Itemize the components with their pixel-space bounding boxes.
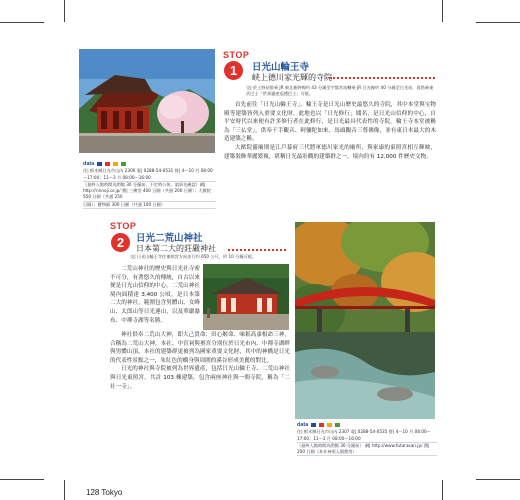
crop-mark <box>442 480 443 500</box>
stop-subtitle: 日本第二大的莊嚴神社 <box>136 244 216 253</box>
stop-title: 日光山輪王寺 <box>252 62 310 73</box>
stop-title: 日光二荒山神社 <box>136 233 203 244</box>
paragraph: 首先前往「日光山輪王寺」，輪王寺是日光山歷史最悠久的寺院，其中本堂與宝物殿等建築皆列入重要文化財。此地也以「日光修行」聞名，是日光山信仰的中心，自平安時代以來便有許多修行者在此修行，是日光最具代表性的寺院。輪王寺本堂被稱為「三仏堂」，供奉千手觀音、阿彌陀如來、馬頭觀音三尊佛像，並有東日本最大的木造建築之稱。 <box>224 102 436 143</box>
data-box <box>83 161 216 209</box>
color-square <box>113 162 118 166</box>
data-heading: data <box>297 422 309 428</box>
data-box <box>297 422 437 456</box>
stop-label: STOP <box>110 221 137 231</box>
paragraph: 日光的神社與寺院被列為世界遺產，包括日光山輪王寺、二荒山神社與日光東照宮，共計 103 棟建築，包含兩座神社與一間寺院，稱為「二社一寺」。 <box>110 366 290 390</box>
crop-mark <box>64 480 65 500</box>
paragraph: 大猷院靈廟則是江戶幕府三代將軍德川家光的廟所，與家康的東照宮相互輝映，建築裝飾華麗繁複，堪稱日光最壯觀的建築群之一，境內約有 12,000 件歷史文物。 <box>224 144 436 160</box>
page-number: 128 Tokyo <box>86 488 123 497</box>
data-heading: data <box>83 161 95 167</box>
data-line: （最終入館時間為閉館 30 分鐘前） 網| http://www.futarasan.jp/ 費| 200 日圓（本社神苑入園費用） <box>297 443 437 457</box>
shinkyo-bridge-photo <box>295 222 435 419</box>
color-square <box>311 423 316 427</box>
stop-number-badge: 1 <box>224 61 243 80</box>
color-square <box>121 162 126 166</box>
data-line: 日圓）；寶物殿 300 日圓（共通 100 日圓） <box>83 202 216 209</box>
crop-mark <box>476 22 520 23</box>
crop-mark <box>476 479 520 480</box>
stop-number-badge: 2 <box>111 233 130 252</box>
body-text <box>224 101 436 229</box>
crop-mark <box>0 22 44 23</box>
crop-mark <box>64 0 65 22</box>
color-square <box>97 162 102 166</box>
stop-label: STOP <box>223 50 250 60</box>
color-square <box>327 423 332 427</box>
color-square <box>105 162 110 166</box>
color-square <box>319 423 324 427</box>
data-line: （最終入館時間為閉館 30 分鐘前，不定時公休，請事先確認）網| http://rinnoji.or.jp/ 費| 三佛堂 400 日圓（共通 200 日圓）；大猷院 550 日圓（共通 250 <box>83 182 216 202</box>
dotted-divider <box>228 249 286 251</box>
body-text <box>110 265 200 331</box>
crop-mark <box>0 479 44 480</box>
dotted-divider <box>330 77 435 79</box>
data-line: 住| 栃木縣日光市山內 2300 電| 0288-54-0531 營| 4～10 月 08:00～17:00；11～3 月 08:00～16:00 <box>83 168 216 182</box>
paragraph: 二荒山神社的歷史與日光社寺密不可分，有著悠久的傳統，自古以來便是日光山信仰的中心。二荒山神社境內面積達 3,400 公頃，是日本第二大的神社，範圍包含男體山、女峰山、太郎山等日光連山，以及華嚴瀑布、中禪寺湖等名勝。 <box>110 266 200 324</box>
color-square <box>335 423 340 427</box>
data-line: 住| 栃木縣日光市山內 2307 電| 0288-54-0535 營| 4～10 月 08:00～17:00；11～3 月 08:00～16:00 <box>297 429 437 443</box>
crop-mark <box>442 0 443 22</box>
paragraph: 神社供奉二荒山大神，即大己貴命、田心姬命、味耜高彥根命三神，合稱為二荒山大神。本社、中宮祠與奧宮分別位於日光市內、中禪寺湖畔與男體山頂，本社的建築群更被列為國家重要文化財，其中的神橋是日光的代表性景點之一，朱紅色的橋身與周圍的溪谷形成美麗的對比。 <box>110 332 290 364</box>
rinnoji-temple-photo <box>79 49 215 153</box>
body-text <box>110 331 290 469</box>
stop-subtitle: 峡上德川家光輝的寺院 <box>252 73 332 82</box>
access-caption: 交| 日光山輪王寺往東照宮方向步行約 650 公尺，約 10 分鐘可抵。 <box>130 254 257 259</box>
futarasan-shrine-photo <box>203 264 289 330</box>
access-caption: 交| 於上野站搭乘 JR 東北新幹線約 43 分鐘至宇都宮站轉乘 JR 日光線約 40 分鐘至日光站，再搭乘東武巴士「世界遺產巡禮巴士」可抵。 <box>246 85 434 96</box>
